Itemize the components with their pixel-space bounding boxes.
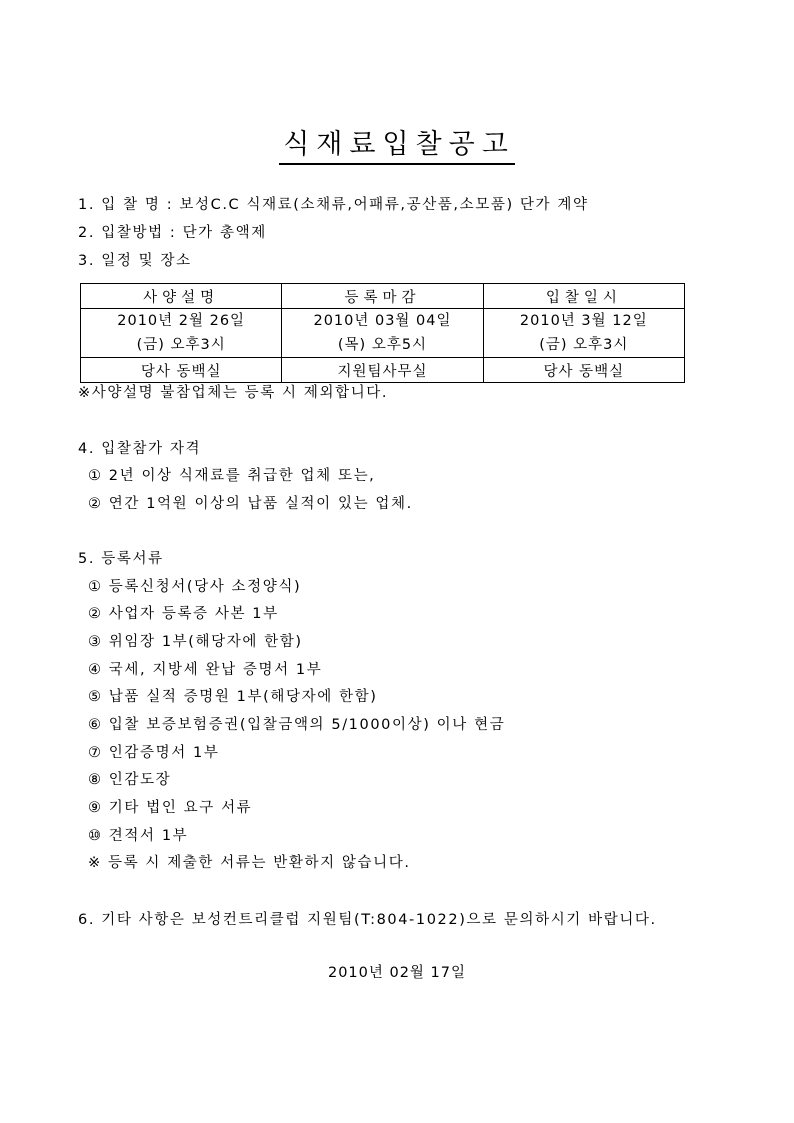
schedule-place-cell: 당사 동백실	[483, 358, 684, 383]
qualification-item: ① 2년 이상 식재료를 취급한 업체 또는,	[88, 468, 376, 484]
schedule-place-cell: 당사 동백실	[81, 358, 282, 383]
document-item: ② 사업자 등록증 사본 1부	[88, 606, 279, 622]
schedule-header-row	[81, 284, 685, 309]
schedule-note: ※사양설명 불참업체는 등록 시 제외합니다.	[78, 385, 389, 401]
schedule-date-row	[81, 309, 685, 358]
schedule-date: 2010년 3월 12일	[519, 313, 648, 329]
documents-note: ※ 등록 시 제출한 서류는 반환하지 않습니다.	[88, 855, 411, 871]
schedule-time: (금) 오후3시	[136, 337, 226, 353]
section-bid-name: 1. 입 찰 명 : 보성C.C 식재료(소채류,어패류,공산품,소모품) 단가 계약	[78, 197, 589, 213]
document-title	[0, 128, 794, 165]
document-item: ⑨ 기타 법인 요구 서류	[88, 800, 253, 816]
section-bid-method: 2. 입찰방법 : 단가 총액제	[78, 225, 267, 241]
schedule-header-cell: 등록마감	[282, 284, 483, 309]
document-item: ⑩ 견적서 1부	[88, 828, 189, 844]
document-item: ③ 위임장 1부(해당자에 한함)	[88, 634, 303, 650]
section-other-info: 6. 기타 사항은 보성컨트리클럽 지원팀(T:804-1022)으로 문의하시기 바랍니다.	[78, 912, 657, 928]
section-schedule-heading: 3. 일정 및 장소	[78, 253, 192, 269]
schedule-date: 2010년 2월 26일	[117, 313, 246, 329]
document-item: ⑦ 인감증명서 1부	[88, 745, 220, 761]
schedule-place-cell: 지원팀사무실	[282, 358, 483, 383]
schedule-place-row	[81, 358, 685, 383]
announcement-date: 2010년 02월 17일	[327, 965, 467, 981]
schedule-time: (목) 오후5시	[337, 337, 428, 353]
qualification-item: ② 연간 1억원 이상의 납품 실적이 있는 업체.	[88, 496, 413, 512]
section-qualification-heading: 4. 입찰참가 자격	[78, 441, 202, 457]
schedule-date-cell	[81, 309, 282, 358]
document-item: ⑤ 납품 실적 증명원 1부(해당자에 한함)	[88, 689, 378, 705]
document-item: ⑧ 인감도장	[88, 772, 172, 788]
schedule-time: (금) 오후3시	[539, 337, 629, 353]
document-item: ⑥ 입찰 보증보험증권(입찰금액의 5/1000이상) 이나 현금	[88, 717, 506, 733]
document-item: ① 등록신청서(당사 소정양식)	[88, 579, 302, 595]
schedule-header-cell: 사양설명	[81, 284, 282, 309]
schedule-header-cell: 입찰일시	[483, 284, 684, 309]
document-item: ④ 국세, 지방세 완납 증명서 1부	[88, 662, 323, 678]
section-documents-heading: 5. 등록서류	[78, 551, 164, 567]
schedule-date-cell	[282, 309, 483, 358]
document-title-text: 식재료입찰공고	[279, 128, 515, 165]
schedule-date-cell	[483, 309, 684, 358]
schedule-table	[80, 283, 685, 383]
schedule-date: 2010년 03월 04일	[313, 313, 452, 329]
